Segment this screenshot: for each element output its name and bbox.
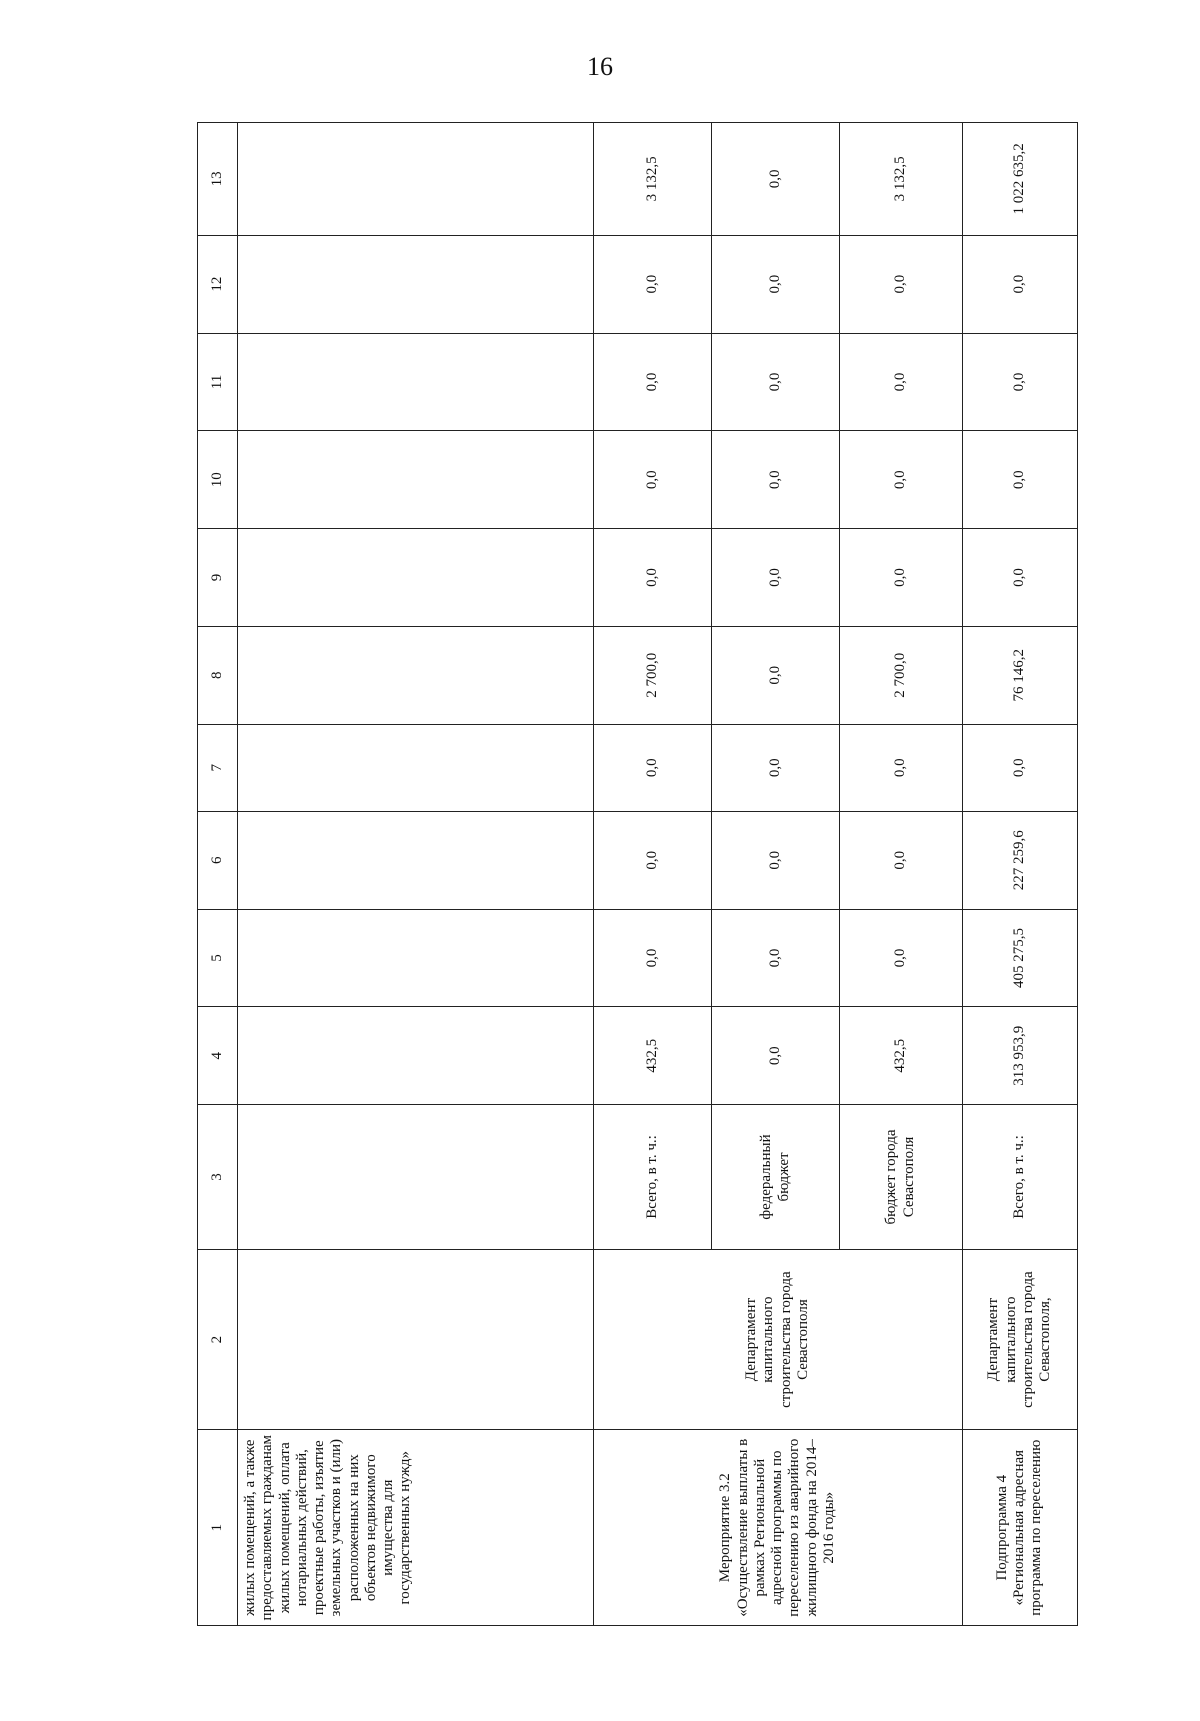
- value-cell: 0,0: [839, 909, 962, 1007]
- col-header-11: 11: [198, 333, 238, 431]
- program-financing-table: [197, 122, 1078, 1626]
- value-cell: 227 259,6: [962, 811, 1077, 909]
- value-cell: 0,0: [839, 431, 962, 529]
- empty-cell: [238, 1007, 594, 1105]
- value-cell: 0,0: [839, 333, 962, 431]
- col-header-9: 9: [198, 529, 238, 627]
- empty-cell: [238, 235, 594, 333]
- value-cell: 1 022 635,2: [962, 123, 1077, 236]
- value-cell: 0,0: [962, 724, 1077, 811]
- value-cell: 0,0: [593, 333, 712, 431]
- value-cell: 0,0: [962, 529, 1077, 627]
- value-cell: 432,5: [593, 1007, 712, 1105]
- empty-cell: [238, 909, 594, 1007]
- empty-cell: [238, 1105, 594, 1250]
- value-cell: 0,0: [593, 235, 712, 333]
- col-header-2: 2: [198, 1249, 238, 1430]
- rotated-table-area: [197, 122, 1078, 1626]
- col-header-1: 1: [198, 1430, 238, 1626]
- value-cell: 0,0: [962, 431, 1077, 529]
- value-cell: 0,0: [593, 811, 712, 909]
- subprogram-4-name-cell: Подпрограмма 4 «Региональная адресная программа по переселению: [962, 1430, 1077, 1626]
- empty-cell: [238, 1249, 594, 1430]
- col-header-6: 6: [198, 811, 238, 909]
- value-cell: 0,0: [712, 909, 839, 1007]
- table-row-measure-total: [593, 123, 712, 1626]
- col-header-4: 4: [198, 1007, 238, 1105]
- source-cell: федеральный бюджет: [712, 1105, 839, 1250]
- empty-cell: [238, 724, 594, 811]
- value-cell: 0,0: [839, 235, 962, 333]
- value-cell: 405 275,5: [962, 909, 1077, 1007]
- value-cell: 2 700,0: [593, 626, 712, 724]
- empty-cell: [238, 431, 594, 529]
- value-cell: 0,0: [712, 235, 839, 333]
- value-cell: 3 132,5: [839, 123, 962, 236]
- value-cell: 0,0: [712, 431, 839, 529]
- col-header-12: 12: [198, 235, 238, 333]
- value-cell: 0,0: [839, 529, 962, 627]
- empty-cell: [238, 123, 594, 236]
- value-cell: 0,0: [593, 724, 712, 811]
- value-cell: 0,0: [712, 333, 839, 431]
- value-cell: 0,0: [962, 333, 1077, 431]
- value-cell: 0,0: [839, 724, 962, 811]
- col-header-7: 7: [198, 724, 238, 811]
- empty-cell: [238, 811, 594, 909]
- subprogram-4-executor-cell: Департамент капитального строительства города Севастополя,: [962, 1249, 1077, 1430]
- value-cell: 0,0: [712, 626, 839, 724]
- value-cell: 0,0: [593, 431, 712, 529]
- continuation-text-cell: жилых помещений, а также предоставляемых гражданам жилых помещений, оплата нотариальных действий, проектные работы, изъятие земельных участков и (или) расположенных на них объектов недвижимого имущества для государственных нужд»: [238, 1430, 594, 1626]
- value-cell: 0,0: [962, 235, 1077, 333]
- source-cell: Всего, в т. ч.:: [962, 1105, 1077, 1250]
- value-cell: 0,0: [712, 811, 839, 909]
- col-header-5: 5: [198, 909, 238, 1007]
- value-cell: 3 132,5: [593, 123, 712, 236]
- page-number: 16: [587, 52, 613, 81]
- empty-cell: [238, 333, 594, 431]
- table-row-continuation: [238, 123, 594, 1626]
- measure-3-2-name-cell: Мероприятие 3.2 «Осуществление выплаты в рамках Региональной адресной программы по переселению из аварийного жилищного фонда на 2014–2016 годы»: [593, 1430, 962, 1626]
- col-header-10: 10: [198, 431, 238, 529]
- measure-3-2-executor-cell: Департамент капитального строительства города Севастополя: [593, 1249, 962, 1430]
- empty-cell: [238, 626, 594, 724]
- value-cell: 0,0: [593, 909, 712, 1007]
- source-cell: Всего, в т. ч.:: [593, 1105, 712, 1250]
- value-cell: 76 146,2: [962, 626, 1077, 724]
- table-row-subprogram-4: [962, 123, 1077, 1626]
- value-cell: 0,0: [712, 1007, 839, 1105]
- value-cell: 0,0: [712, 529, 839, 627]
- value-cell: 0,0: [712, 123, 839, 236]
- empty-cell: [238, 529, 594, 627]
- rotated-table-container: [197, 122, 1078, 1626]
- source-cell: бюджет города Севастополя: [839, 1105, 962, 1250]
- header-row: [198, 123, 238, 1626]
- col-header-3: 3: [198, 1105, 238, 1250]
- col-header-8: 8: [198, 626, 238, 724]
- value-cell: 2 700,0: [839, 626, 962, 724]
- value-cell: 0,0: [593, 529, 712, 627]
- value-cell: 313 953,9: [962, 1007, 1077, 1105]
- col-header-13: 13: [198, 123, 238, 236]
- value-cell: 432,5: [839, 1007, 962, 1105]
- value-cell: 0,0: [839, 811, 962, 909]
- value-cell: 0,0: [712, 724, 839, 811]
